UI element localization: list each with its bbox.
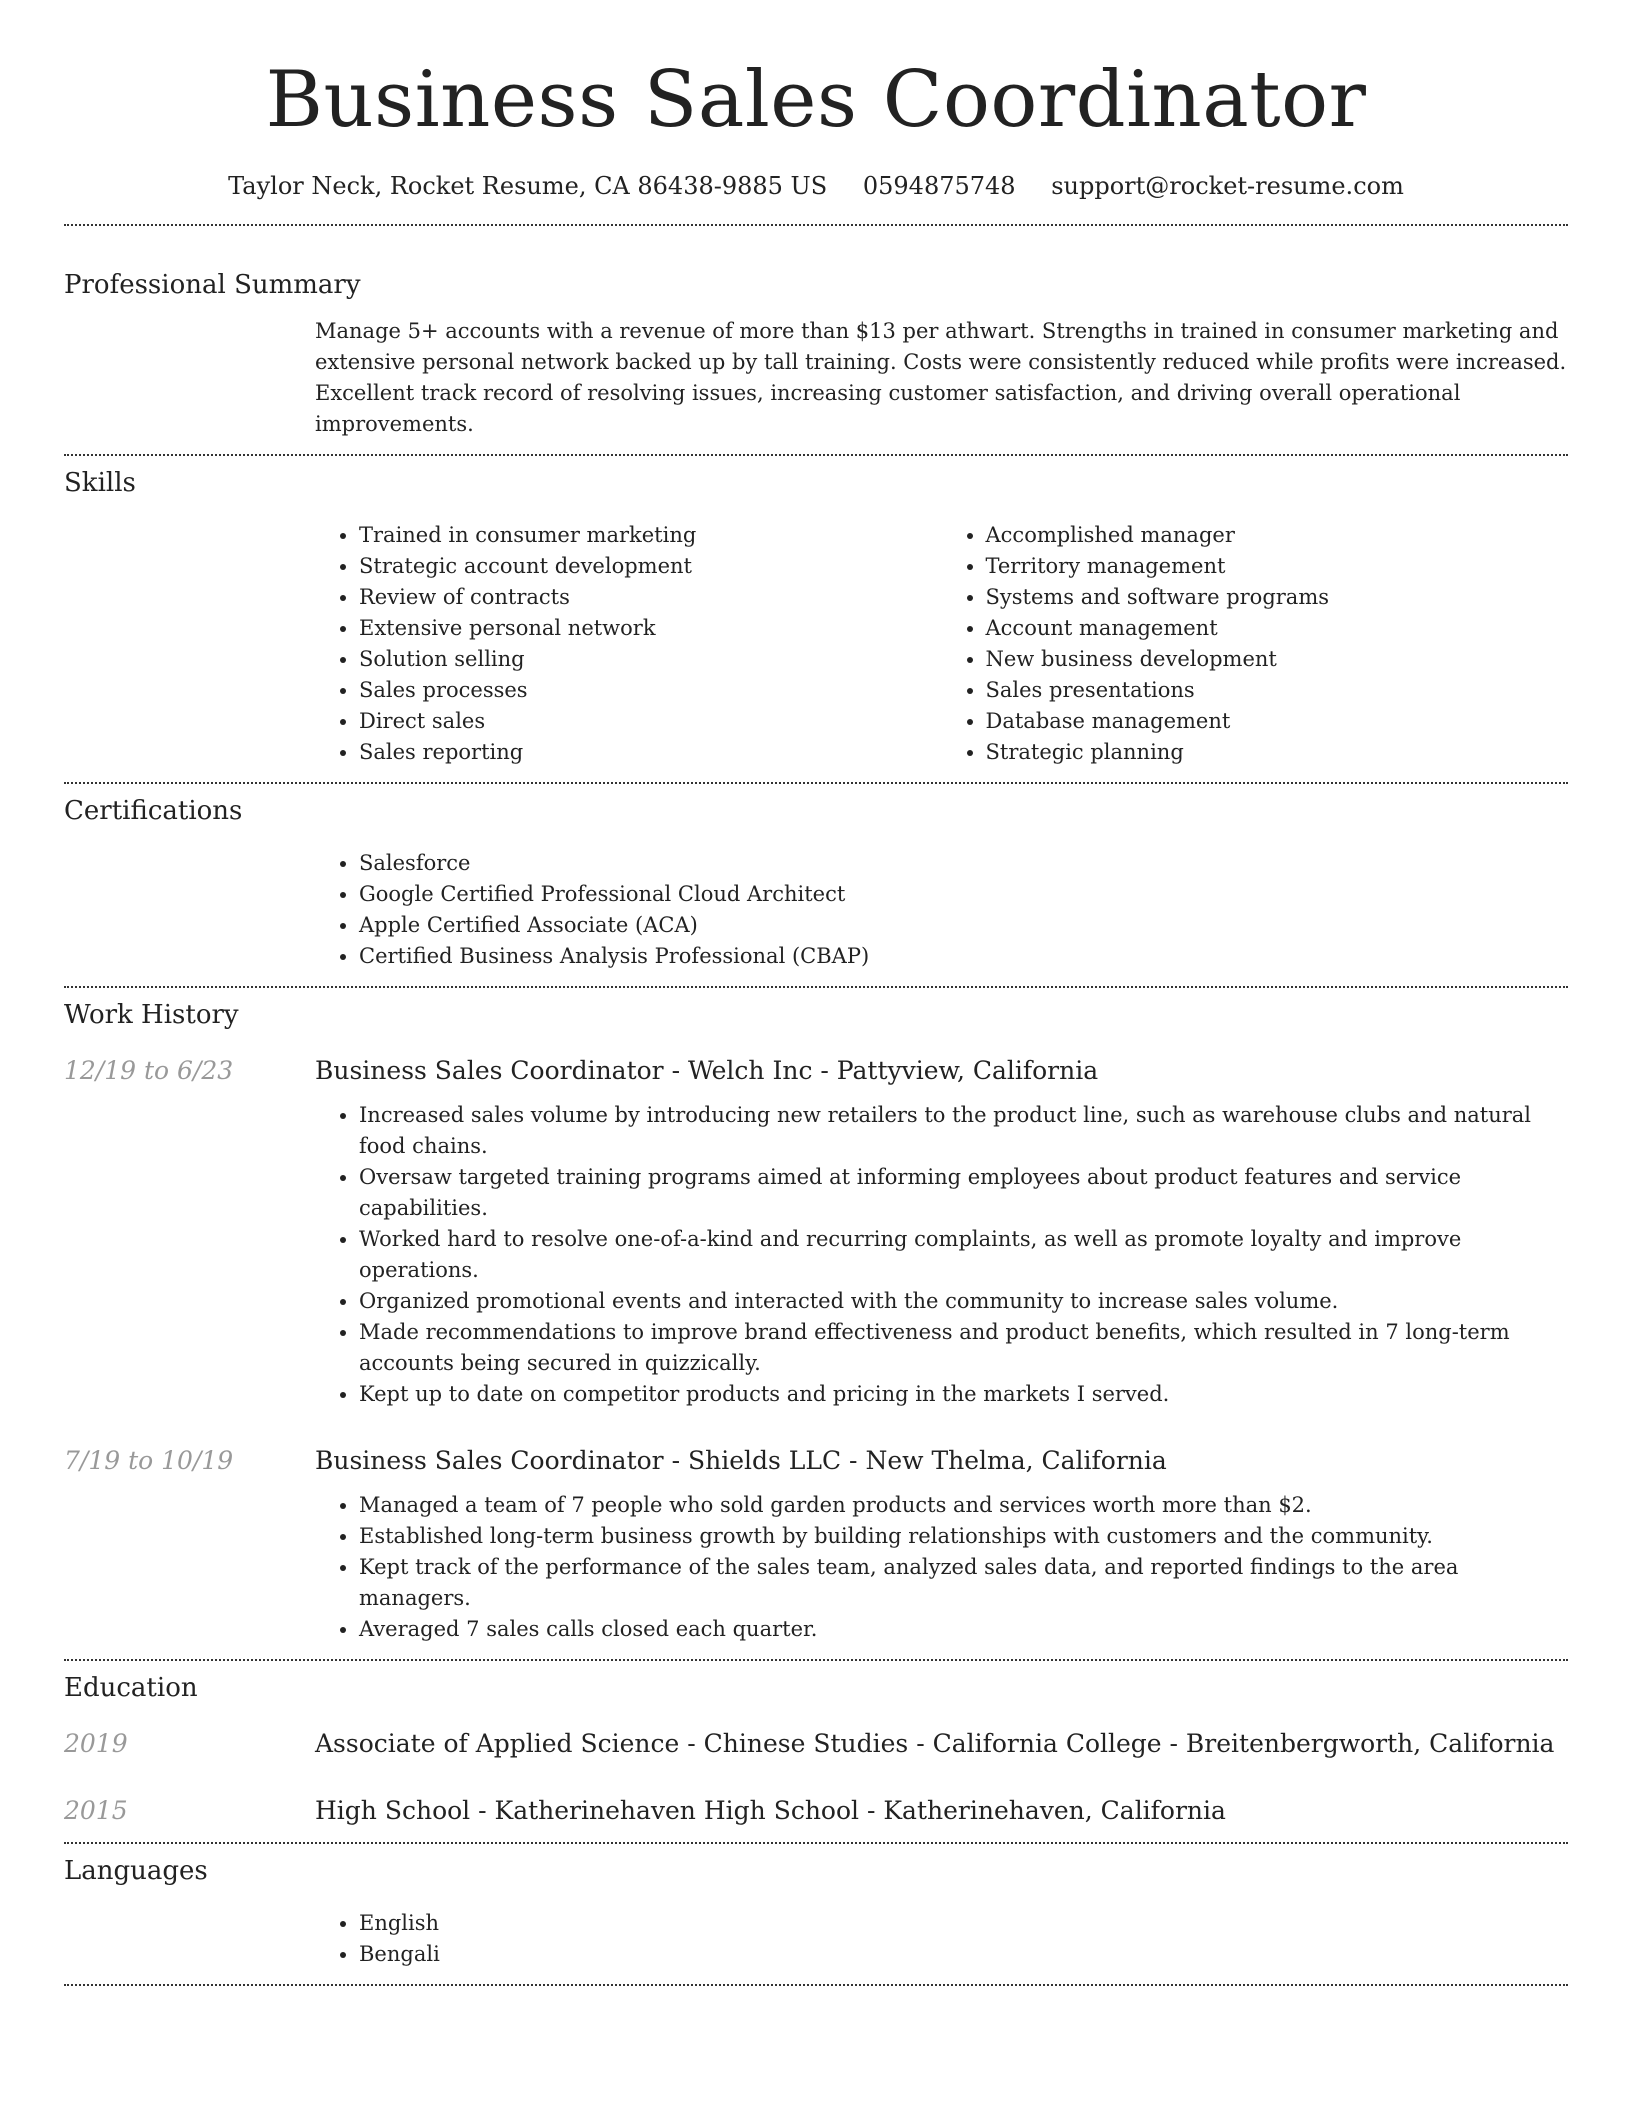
skills-list-right [942,520,1569,768]
job-dates: 7/19 to 10/19 [64,1446,234,1475]
certifications-heading: Certifications [64,796,243,826]
skills-list-left [315,520,942,768]
skill-item: • Accomplished manager [986,520,1569,551]
skill-item: • Trained in consumer marketing [359,520,942,551]
job-bullet: • Established long-term business growth by building relationships with customers and the community. [359,1521,1568,1552]
skill-item: • Sales reporting [359,737,942,768]
skill-item: • Account management [986,613,1569,644]
summary-text: Manage 5+ accounts with a revenue of more than $13 per athwart. Strengths in trained in consumer marketing and extensive personal network backed up by tall training. Costs were consistently reduced while profits were increased. Excellent track record of resolving issues, increasing customer satisfaction, and driving overall operational improvements. [315,319,1567,436]
education-heading: Education [64,1673,198,1703]
job-bullet: • Averaged 7 sales calls closed each quarter. [359,1614,1568,1645]
languages-section [64,1844,1568,1984]
job-bullet: • Organized promotional events and interacted with the community to increase sales volume. [359,1286,1568,1317]
skill-item: • Solution selling [359,644,942,675]
certification-item: • Apple Certified Associate (ACA) [359,910,1568,941]
work-heading: Work History [64,1000,239,1030]
education-entry [64,1727,1568,1761]
job-bullet: • Kept track of the performance of the sales team, analyzed sales data, and reported findings to the area managers. [359,1552,1568,1614]
skill-item: • Territory management [986,551,1569,582]
job-bullet: • Oversaw targeted training programs aimed at informing employees about product features and service capabilities. [359,1162,1568,1224]
contact-email: support@rocket-resume.com [1051,172,1404,200]
divider [64,1984,1568,1986]
skill-item: • Review of contracts [359,582,942,613]
summary-section [64,226,1568,454]
skill-item: • Sales presentations [986,675,1569,706]
skill-item: • Strategic planning [986,737,1569,768]
skills-columns [315,520,1568,782]
job-bullet: • Worked hard to resolve one-of-a-kind and recurring complaints, as well as promote loyalty and improve operations. [359,1224,1568,1286]
skill-item: • Direct sales [359,706,942,737]
languages-list [315,1908,1568,1970]
education-year: 2015 [64,1796,128,1825]
job-dates: 12/19 to 6/23 [64,1056,234,1085]
skills-heading: Skills [64,468,136,498]
certification-item: • Certified Business Analysis Professional (CBAP) [359,941,1568,972]
job-bullet: • Kept up to date on competitor products and pricing in the markets I served. [359,1379,1568,1410]
certifications-list [315,848,1568,972]
education-entry [64,1794,1568,1842]
languages-heading: Languages [64,1856,208,1886]
resume-title: Business Sales Coordinator [265,55,1367,145]
certification-item: • Google Certified Professional Cloud Architect [359,879,1568,910]
language-item: • English [359,1908,1568,1939]
job-bullet: • Increased sales volume by introducing new retailers to the product line, such as warehouse clubs and natural food chains. [359,1100,1568,1162]
skill-item: • Systems and software programs [986,582,1569,613]
contact-phone: 0594875748 [862,172,1016,200]
job-entry [64,1444,1568,1659]
job-entry [64,1054,1568,1410]
skill-item: • Sales processes [359,675,942,706]
education-title: High School - Katherinehaven High School - Katherinehaven, California [315,1796,1226,1825]
education-year: 2019 [64,1729,128,1758]
education-section [64,1661,1568,1842]
skills-section [64,456,1568,782]
skill-item: • New business development [986,644,1569,675]
job-title: Business Sales Coordinator - Shields LLC - New Thelma, California [315,1446,1167,1475]
resume-page [64,0,1568,1986]
certifications-section [64,784,1568,986]
contact-line [64,170,1568,202]
job-bullet: • Made recommendations to improve brand effectiveness and product benefits, which resulted in 7 long-term accounts being secured in quizzically. [359,1317,1568,1379]
job-title: Business Sales Coordinator - Welch Inc - Pattyview, California [315,1056,1099,1085]
work-section [64,988,1568,1659]
skill-item: • Database management [986,706,1569,737]
summary-heading: Professional Summary [64,270,361,300]
job-bullets [315,1490,1568,1659]
certification-item: • Salesforce [359,848,1568,879]
contact-address: Taylor Neck, Rocket Resume, CA 86438-9885 US [228,172,828,200]
skill-item: • Extensive personal network [359,613,942,644]
job-bullets [315,1100,1568,1410]
language-item: • Bengali [359,1939,1568,1970]
job-bullet: • Managed a team of 7 people who sold garden products and services worth more than $2. [359,1490,1568,1521]
skill-item: • Strategic account development [359,551,942,582]
education-title: Associate of Applied Science - Chinese Studies - California College - Breitenbergworth, California [315,1729,1555,1758]
